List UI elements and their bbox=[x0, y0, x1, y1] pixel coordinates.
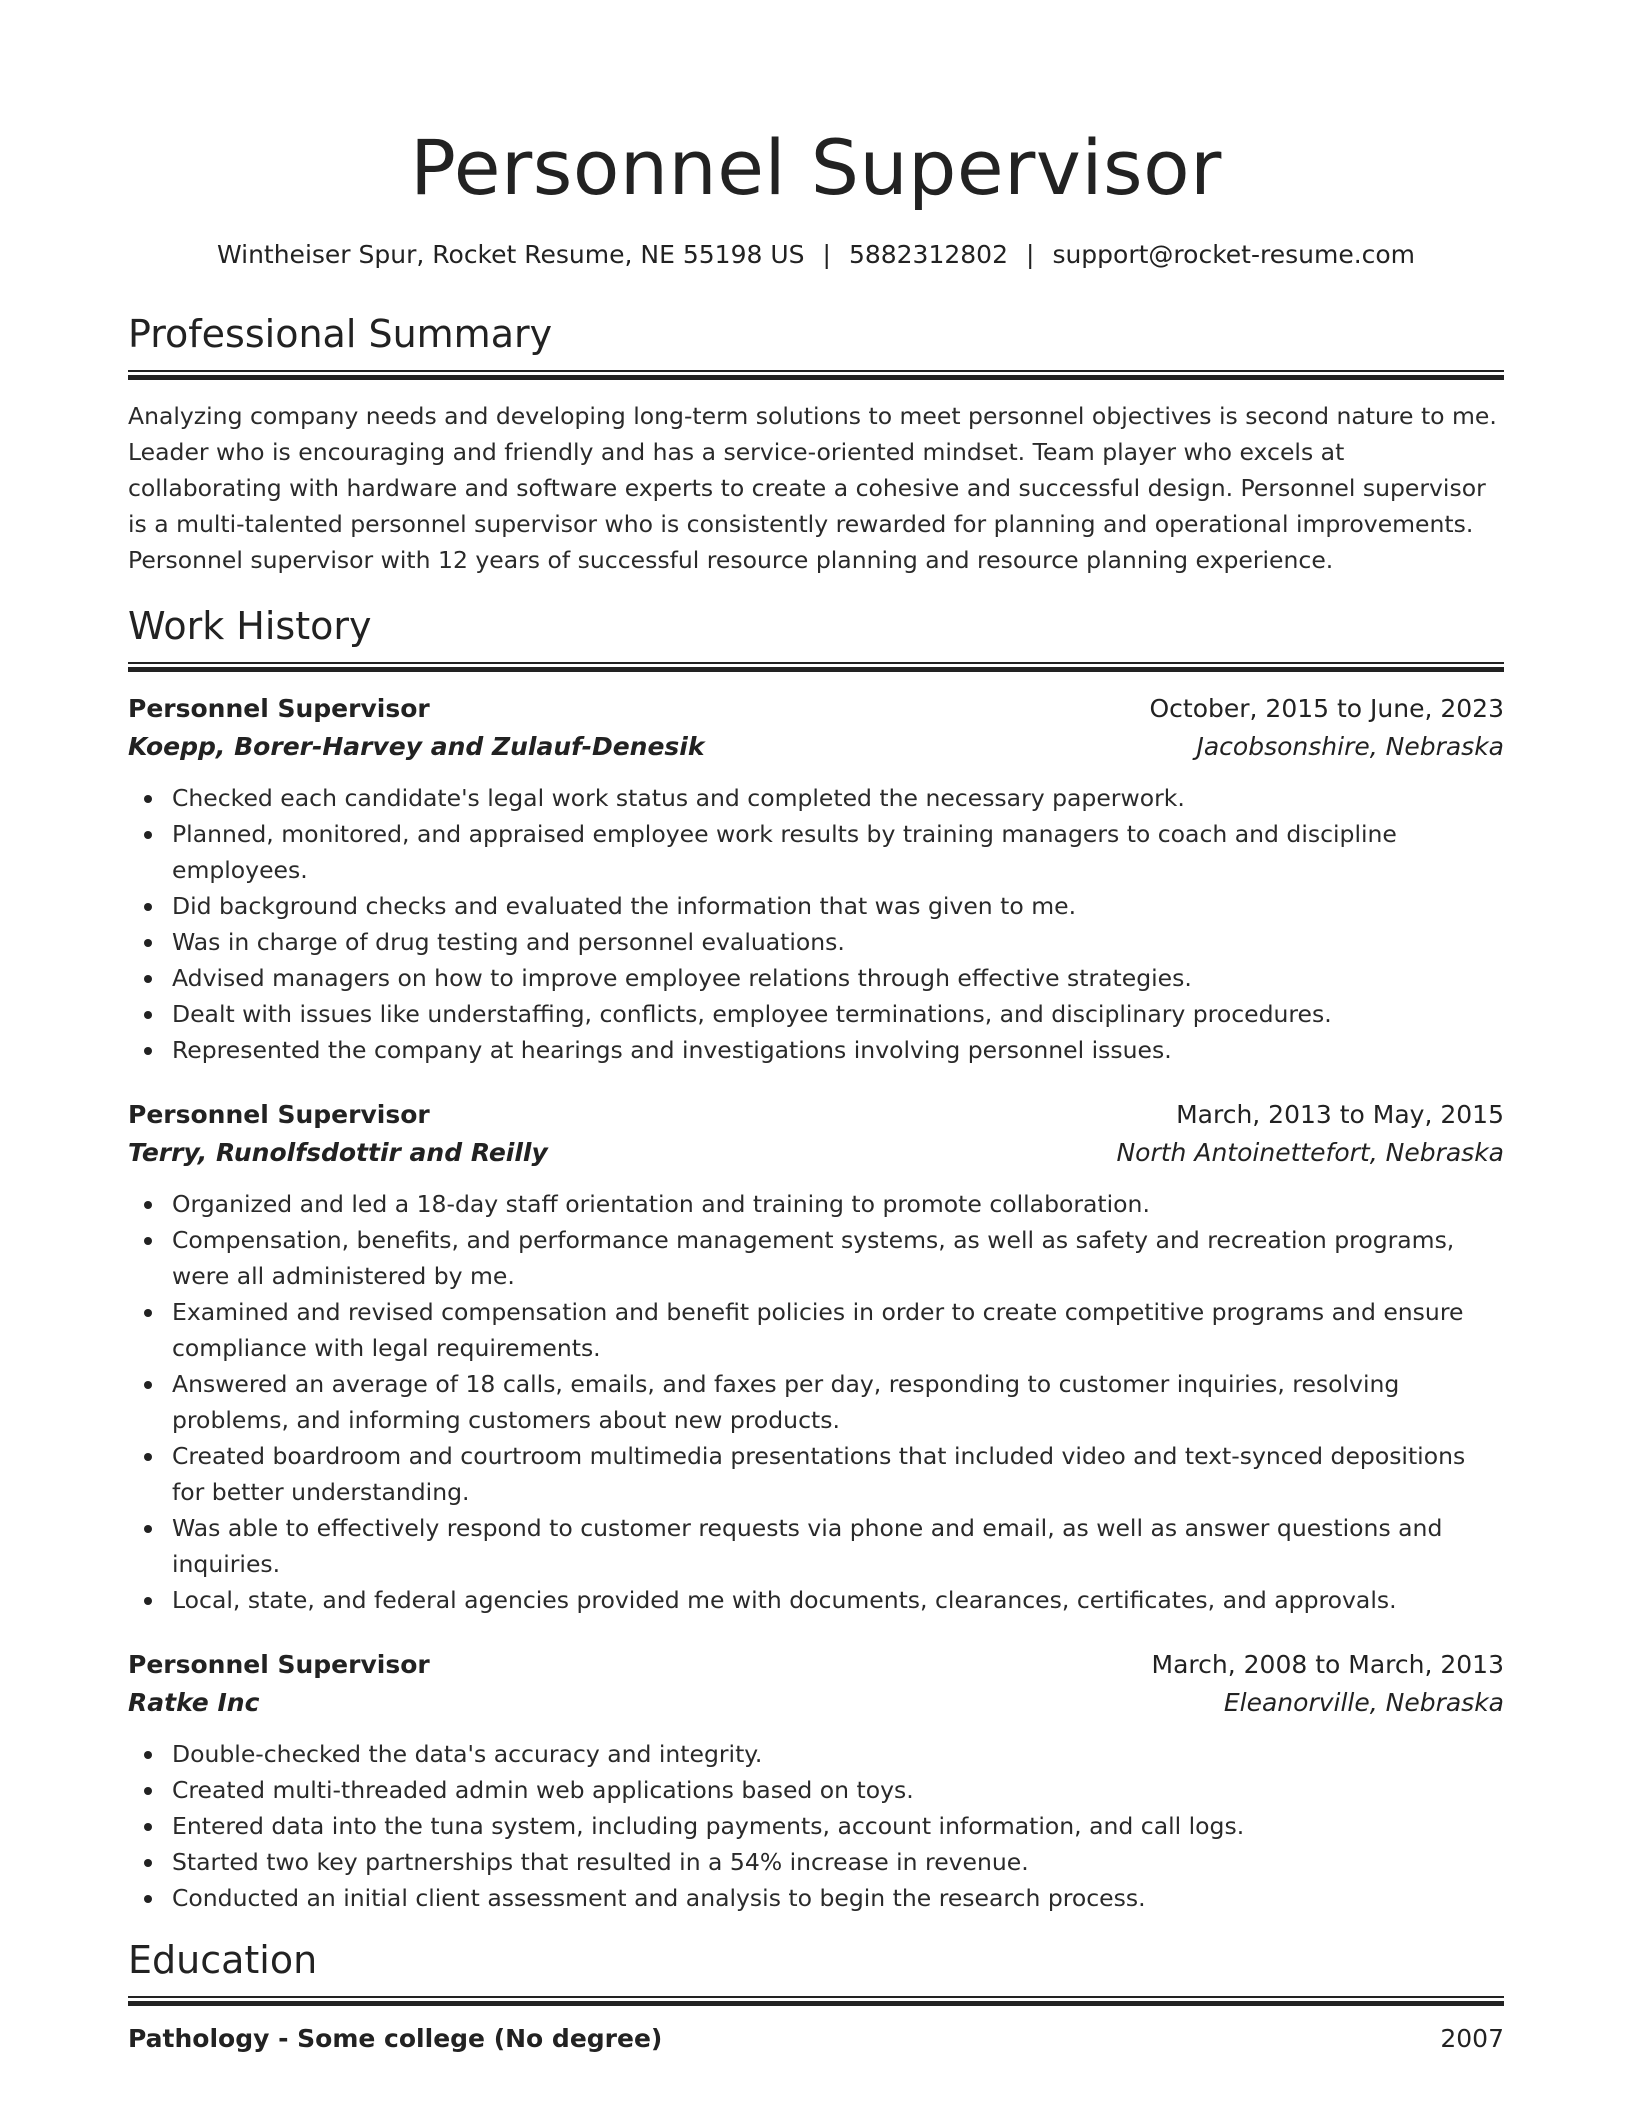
professional-summary-section bbox=[128, 310, 1504, 578]
contact-phone: 5882312802 bbox=[848, 240, 1008, 269]
section-divider bbox=[128, 1996, 1504, 2006]
job-duty: Answered an average of 18 calls, emails, and faxes per day, responding to customer inquiries, resolving problems, and informing customers about new products. bbox=[128, 1366, 1504, 1438]
contact-separator: | bbox=[1026, 240, 1035, 269]
job-duty: Conducted an initial client assessment and analysis to begin the research process. bbox=[128, 1880, 1504, 1916]
job-location: Jacobsonshire, Nebraska bbox=[1196, 732, 1504, 761]
job-entry bbox=[128, 1096, 1504, 1618]
job-dates: October, 2015 to June, 2023 bbox=[1149, 694, 1504, 723]
job-duty: Checked each candidate's legal work status and completed the necessary paperwork. bbox=[128, 780, 1504, 816]
job-duty: Compensation, benefits, and performance management systems, as well as safety and recreation programs, were all administered by me. bbox=[128, 1222, 1504, 1294]
job-company-row bbox=[128, 728, 1504, 766]
section-divider bbox=[128, 370, 1504, 380]
job-duties-list bbox=[128, 780, 1504, 1068]
job-duty: Was able to effectively respond to customer requests via phone and email, as well as answer questions and inquiries. bbox=[128, 1510, 1504, 1582]
job-duty: Was in charge of drug testing and personnel evaluations. bbox=[128, 924, 1504, 960]
education-entry bbox=[128, 2020, 1504, 2058]
job-location: Eleanorville, Nebraska bbox=[1223, 1688, 1504, 1717]
section-title-education: Education bbox=[128, 1938, 318, 1982]
job-duty: Did background checks and evaluated the information that was given to me. bbox=[128, 888, 1504, 924]
job-duty: Advised managers on how to improve employee relations through effective strategies. bbox=[128, 960, 1504, 996]
job-company-row bbox=[128, 1684, 1504, 1722]
job-title: Personnel Supervisor bbox=[128, 1100, 430, 1129]
job-duty: Local, state, and federal agencies provided me with documents, clearances, certificates, and approvals. bbox=[128, 1582, 1504, 1618]
section-title-summary: Professional Summary bbox=[128, 312, 553, 356]
summary-text: Analyzing company needs and developing long-term solutions to meet personnel objectives is second nature to me. Leader who is encouraging and friendly and has a service-oriented mindset. Team player who excels at collaborating with hardware and software experts to create a cohesive and successful design. Personnel supervisor is a multi-talented personnel supervisor who is consistently rewarded for planning and operational improvements. Personnel supervisor with 12 years of successful resource planning and resource planning experience. bbox=[128, 402, 1497, 574]
job-duty: Created multi-threaded admin web applications based on toys. bbox=[128, 1772, 1504, 1808]
job-title: Personnel Supervisor bbox=[128, 1650, 430, 1679]
job-header-row bbox=[128, 690, 1504, 728]
job-title: Personnel Supervisor bbox=[128, 694, 430, 723]
job-company: Ratke Inc bbox=[128, 1688, 260, 1717]
job-duty: Represented the company at hearings and investigations involving personnel issues. bbox=[128, 1032, 1504, 1068]
job-company: Koepp, Borer-Harvey and Zulauf-Denesik bbox=[128, 732, 705, 761]
resume-content bbox=[128, 122, 1504, 2058]
contact-address: Wintheiser Spur, Rocket Resume, NE 55198 US bbox=[216, 240, 805, 269]
job-dates: March, 2008 to March, 2013 bbox=[1151, 1650, 1504, 1679]
job-entry bbox=[128, 1646, 1504, 1916]
job-duty: Organized and led a 18-day staff orientation and training to promote collaboration. bbox=[128, 1186, 1504, 1222]
education-year: 2007 bbox=[1440, 2024, 1504, 2053]
section-title-work-history: Work History bbox=[128, 604, 372, 648]
education-degree: Pathology - Some college (No degree) bbox=[128, 2024, 663, 2053]
education-section bbox=[128, 1936, 1504, 2058]
job-company-row bbox=[128, 1134, 1504, 1172]
contact-separator: | bbox=[822, 240, 831, 269]
job-duty: Double-checked the data's accuracy and integrity. bbox=[128, 1736, 1504, 1772]
contact-email: support@rocket-resume.com bbox=[1052, 240, 1416, 269]
candidate-name: Personnel Supervisor bbox=[410, 123, 1222, 212]
job-duty: Dealt with issues like understaffing, conflicts, employee terminations, and disciplinary procedures. bbox=[128, 996, 1504, 1032]
job-duties-list bbox=[128, 1186, 1504, 1618]
job-duty: Examined and revised compensation and benefit policies in order to create competitive programs and ensure compliance with legal requirements. bbox=[128, 1294, 1504, 1366]
job-duty: Created boardroom and courtroom multimedia presentations that included video and text-synced depositions for better understanding. bbox=[128, 1438, 1504, 1510]
job-duty: Entered data into the tuna system, including payments, account information, and call logs. bbox=[128, 1808, 1504, 1844]
job-header-row bbox=[128, 1096, 1504, 1134]
job-duty: Started two key partnerships that resulted in a 54% increase in revenue. bbox=[128, 1844, 1504, 1880]
section-divider bbox=[128, 662, 1504, 672]
job-dates: March, 2013 to May, 2015 bbox=[1176, 1100, 1504, 1129]
work-history-section bbox=[128, 602, 1504, 1916]
job-company: Terry, Runolfsdottir and Reilly bbox=[128, 1138, 548, 1167]
job-duties-list bbox=[128, 1736, 1504, 1916]
job-header-row bbox=[128, 1646, 1504, 1684]
job-entry bbox=[128, 690, 1504, 1068]
job-location: North Antoinettefort, Nebraska bbox=[1116, 1138, 1504, 1167]
contact-line bbox=[128, 238, 1504, 272]
job-duty: Planned, monitored, and appraised employee work results by training managers to coach and discipline employees. bbox=[128, 816, 1504, 888]
